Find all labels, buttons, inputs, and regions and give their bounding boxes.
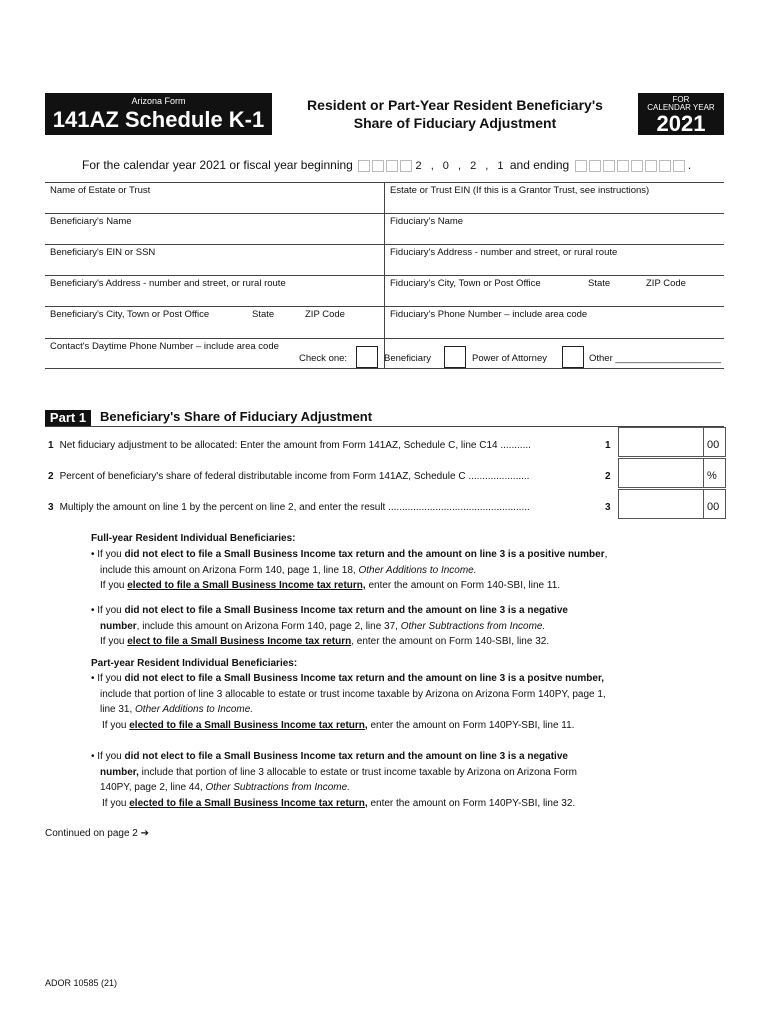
contact-phone-label: Contact's Daytime Phone Number – include area code (50, 341, 279, 352)
begin-year: 2 , 0 , 2 , 1 (415, 160, 507, 172)
fiduciary-state-label: State (588, 278, 611, 289)
fiduciary-address-field[interactable] (390, 247, 720, 273)
full-year-para-1: • If you did not elect to file a Small Business Income tax return and the amount on line 3 is a positive number, include this amount on Arizona Form 140, page 1, line 18, Other Additions to Income. If you elected to file a Small Business Income tax return, enter the amount on Form 140-SBI, line 11. (91, 549, 608, 591)
end-date-box-5[interactable] (631, 160, 643, 172)
amount-suffix: 00 (707, 501, 720, 513)
fiduciary-zip-field[interactable] (646, 278, 716, 304)
fiduciary-phone-label: Fiduciary's Phone Number – include area code (390, 309, 588, 320)
continued-note: Continued on page 2 ➔ (45, 828, 150, 839)
beneficiary-zip-field[interactable] (305, 309, 375, 335)
contact-phone-field[interactable] (50, 341, 350, 352)
end-date-box-3[interactable] (603, 160, 615, 172)
fiduciary-state-field[interactable] (588, 278, 628, 304)
beneficiary-ein-label: Beneficiary's EIN or SSN (50, 247, 156, 258)
fiduciary-city-label: Fiduciary's City, Town or Post Office (390, 278, 541, 289)
part1-badge: Part 1 (45, 410, 91, 426)
beneficiary-address-field[interactable] (50, 278, 380, 304)
form-name-small: Arizona Form (131, 96, 186, 106)
fiduciary-phone-field[interactable] (390, 309, 720, 335)
end-date-box-8[interactable] (673, 160, 685, 172)
end-date-box-6[interactable] (645, 160, 657, 172)
begin-month-box[interactable] (358, 160, 370, 172)
end-date-box-2[interactable] (589, 160, 601, 172)
amount-divider (703, 458, 704, 488)
part-year-para-1: • If you did not elect to file a Small Business Income tax return and the amount on line 3 is a positve number, include that portion of line 3 allocable to estate or trust income taxable by Arizona on Arizona Form 140PY, page 1, line 31, Other Additions to Income. If you elected to file a Small Business Income tax return, enter the amount on Form 140PY-SBI, line 11. (91, 673, 606, 731)
part1-title: Beneficiary's Share of Fiduciary Adjustment (100, 409, 373, 424)
line-number: 2 (48, 471, 54, 482)
ending-label: and ending (509, 158, 570, 172)
intro-period: . (687, 158, 692, 172)
begin-day-box-2[interactable] (400, 160, 412, 172)
form-title-line1: Resident or Part-Year Resident Beneficiary's (307, 97, 603, 113)
poa-checkbox[interactable] (444, 346, 466, 368)
amount-divider (703, 489, 704, 519)
line-number: 1 (48, 440, 54, 451)
end-date-box[interactable] (575, 160, 587, 172)
intro-text: For the calendar year 2021 or fiscal year beginning (82, 158, 353, 172)
fiduciary-city-field[interactable] (390, 278, 570, 304)
other-option-field[interactable]: Other ____________________ (589, 353, 722, 364)
box-number: 2 (605, 471, 611, 482)
beneficiary-zip-label: ZIP Code (305, 309, 345, 320)
amount-divider (703, 427, 704, 457)
part-year-para-2: • If you did not elect to file a Small Business Income tax return and the amount on line 3 is a negative number, include that portion of line 3 allocable to estate or trust income taxable by Arizona on Arizona Form 140PY, page 2, line 44, Other Subtractions from Income. If you elected to file a Small Business Income tax return, enter the amount on Form 140PY-SBI, line 32. (91, 751, 577, 809)
for-label: FOR CALENDAR YEAR (647, 95, 715, 112)
tax-year-block (638, 93, 724, 135)
beneficiary-state-label: State (252, 309, 275, 320)
end-date-box-7[interactable] (659, 160, 671, 172)
form-code: ADOR 10585 (21) (45, 978, 118, 988)
fiduciary-address-label: Fiduciary's Address - number and street, or rural route (390, 247, 618, 258)
poa-option-label: Power of Attorney (472, 353, 547, 364)
sbi-link: elected to file a Small Business Income tax return, (127, 580, 366, 591)
end-date-box-4[interactable] (617, 160, 629, 172)
estate-name-field[interactable] (50, 185, 380, 211)
part-year-heading: Part-year Resident Individual Beneficiaries: (91, 658, 298, 669)
beneficiary-name-field[interactable] (50, 216, 380, 242)
estate-ein-field[interactable] (390, 185, 720, 211)
part1-line-2 (48, 471, 613, 482)
beneficiary-option-label: Beneficiary (384, 353, 431, 364)
form-title-line2: Share of Fiduciary Adjustment (353, 115, 557, 131)
beneficiary-address-label: Beneficiary's Address - number and street, or rural route (50, 278, 286, 289)
begin-day-box[interactable] (386, 160, 398, 172)
line-text: Percent of beneficiary's share of federal distributable income from Form 141AZ, Schedule C ...................... (59, 471, 530, 482)
line-number: 3 (48, 502, 54, 513)
beneficiary-city-label: Beneficiary's City, Town or Post Office (50, 309, 210, 320)
line-text: Net fiduciary adjustment to be allocated: Enter the amount from Form 141AZ, Schedule C, line C14 ........... (59, 440, 531, 451)
grid-divider (384, 182, 385, 368)
part1-line-3 (48, 502, 613, 513)
beneficiary-checkbox[interactable] (356, 346, 378, 368)
grid-bottom-line (45, 368, 724, 369)
fiduciary-zip-label: ZIP Code (646, 278, 686, 289)
estate-name-label: Name of Estate or Trust (50, 185, 151, 196)
arrow-right-icon: ➔ (140, 828, 150, 839)
beneficiary-state-field[interactable] (252, 309, 292, 335)
amount-suffix: % (707, 470, 717, 482)
box-number: 3 (605, 502, 611, 513)
line-text: Multiply the amount on line 1 by the percent on line 2, and enter the result ................................................... (59, 502, 530, 513)
full-year-para-2: • If you did not elect to file a Small Business Income tax return and the amount on line 3 is a negative number, include this amount on Arizona Form 140, page 2, line 37, Other Subtractions from Income. If you elect to file a Small Business Income tax return, enter the amount on Form 140-SBI, line 32. (91, 605, 568, 647)
fiscal-year-line (82, 158, 691, 172)
form-name: 141AZ Schedule K-1 (52, 107, 265, 132)
fiduciary-name-field[interactable] (390, 216, 720, 242)
beneficiary-city-field[interactable] (50, 309, 240, 335)
check-one-label: Check one: (299, 353, 348, 364)
form-id-block (45, 93, 272, 135)
full-year-heading: Full-year Resident Individual Beneficiaries: (91, 533, 296, 544)
tax-year: 2021 (656, 111, 706, 136)
form-title (272, 93, 638, 135)
estate-ein-label: Estate or Trust EIN (If this is a Grantor Trust, see instructions) (390, 185, 650, 196)
begin-month-box-2[interactable] (372, 160, 384, 172)
fiduciary-name-label: Fiduciary's Name (390, 216, 464, 227)
box-number: 1 (605, 440, 611, 451)
amount-suffix: 00 (707, 439, 720, 451)
beneficiary-ein-field[interactable] (50, 247, 380, 273)
other-checkbox[interactable] (562, 346, 584, 368)
beneficiary-name-label: Beneficiary's Name (50, 216, 132, 227)
part1-line-1 (48, 440, 613, 451)
